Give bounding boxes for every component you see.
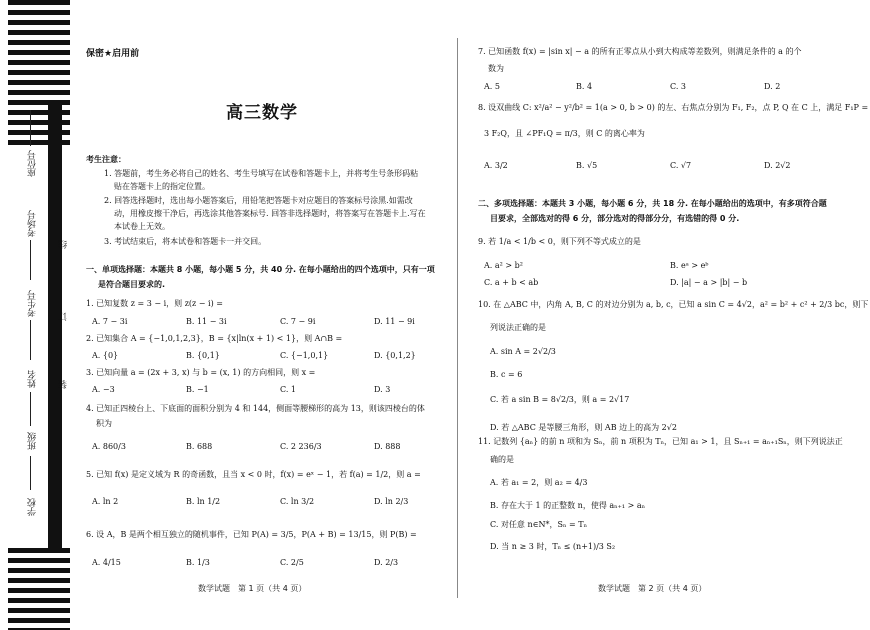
- section-1-heading-cont: 是符合题目要求的.: [98, 280, 166, 289]
- q7-option-d: D. 2: [764, 82, 781, 91]
- exam-no-label: 考生号: [28, 290, 38, 317]
- q4-option-b: B. 688: [186, 442, 213, 451]
- q6-option-d: D. 2/3: [374, 558, 399, 567]
- question-8: 8. 设双曲线 C: x²/a² − y²/b² = 1(a > 0, b > 0) 的左、右焦点分别为 F₁, F₂，点 P, Q 在 C 上，满足 F₁P =: [478, 103, 869, 112]
- name-line: [30, 392, 31, 426]
- q11-option-d: D. 当 n ≥ 3 时，Tₙ ≤ (n+1)/3 S₂: [490, 542, 616, 551]
- notice-line: 3. 考试结束后，将本试卷和答题卡一并交回。: [104, 237, 267, 246]
- q8-option-b: B. √5: [576, 161, 598, 170]
- q9-option-c: C. a + b < ab: [484, 278, 539, 287]
- section-1-heading: 一、单项选择题：本题共 8 小题，每小题 5 分，共 40 分. 在每小题给出的四个选项中，只有一项: [86, 265, 435, 274]
- section-2-heading-cont: 目要求，全部选对的得 6 分，部分选对的得部分分，有选错的得 0 分.: [490, 214, 740, 223]
- exam-room-label: 考场号: [28, 210, 38, 237]
- q2-option-a: A. {0}: [92, 351, 119, 360]
- question-7: 7. 已知函数 f(x) = |sin x| − a 的所有正零点从小到大构成等差数列，则满足条件的 a 的个: [478, 47, 802, 56]
- binding-bar: [48, 100, 62, 550]
- q2-option-d: D. {0,1,2}: [374, 351, 416, 360]
- question-4-cont: 积为: [96, 419, 112, 428]
- q9-option-d: D. |a| − a > |b| − b: [670, 278, 748, 287]
- question-1: 1. 已知复数 z = 3 − i，则 z(z − i) =: [86, 299, 223, 308]
- q1-option-a: A. 7 − 3i: [92, 317, 128, 326]
- question-10-cont: 列说法正确的是: [490, 323, 546, 332]
- question-8-cont: 3 F₂Q，且 ∠PF₁Q = π/3，则 C 的离心率为: [484, 129, 645, 138]
- class-label: 班级: [28, 432, 38, 450]
- q3-option-b: B. −1: [186, 385, 209, 394]
- notice-line: 2. 回答选择题时，选出每小题答案后，用铅笔把答题卡对应题目的答案标号涂黑.如需改: [104, 196, 413, 205]
- q1-option-b: B. 11 − 3i: [186, 317, 227, 326]
- question-2: 2. 已知集合 A = {−1,0,1,2,3}，B = {x|ln(x + 1) < 1}，则 A∩B =: [86, 334, 343, 343]
- class-line: [30, 456, 31, 490]
- binding-stripes-bottom: [8, 548, 70, 630]
- q3-option-a: A. −3: [92, 385, 115, 394]
- q2-option-b: B. {0,1}: [186, 351, 220, 360]
- q3-option-c: C. 1: [280, 385, 297, 394]
- seat-label: 座位号: [28, 150, 38, 177]
- q7-option-b: B. 4: [576, 82, 593, 91]
- q9-option-b: B. eᵃ > eᵇ: [670, 261, 709, 270]
- page-divider: [457, 38, 458, 598]
- q10-option-b: B. c = 6: [490, 370, 523, 379]
- q5-option-c: C. ln 3/2: [280, 497, 315, 506]
- q4-option-a: A. 860/3: [92, 442, 126, 451]
- question-6: 6. 设 A，B 是两个相互独立的随机事件，已知 P(A) = 3/5，P(A + B) = 13/15，则 P(B) =: [86, 530, 417, 539]
- school-label: 学校: [28, 498, 38, 516]
- q10-option-d: D. 若 △ABC 是等腰三角形，则 AB 边上的高为 2√2: [490, 423, 677, 432]
- page-1-footer: 数学试题 第 1 页（共 4 页）: [198, 584, 307, 593]
- notice-line: 本试卷上无效。: [114, 222, 170, 231]
- notice-line: 贴在答题卡上的指定位置。: [114, 182, 210, 191]
- q5-option-d: D. ln 2/3: [374, 497, 409, 506]
- q7-option-a: A. 5: [484, 82, 500, 91]
- exam-no-line: [30, 320, 31, 360]
- q4-option-c: C. 2 236/3: [280, 442, 322, 451]
- q9-option-a: A. a² > b²: [484, 261, 523, 270]
- question-3: 3. 已知向量 a = (2x + 3, x) 与 b = (x, 1) 的方向相同，则 x =: [86, 368, 316, 377]
- q6-option-a: A. 4/15: [92, 558, 121, 567]
- q2-option-c: C. {−1,0,1}: [280, 351, 329, 360]
- q8-option-a: A. 3/2: [484, 161, 508, 170]
- cut-line-char: 线: [59, 240, 69, 249]
- notice-heading: 考生注意：: [86, 155, 126, 164]
- q11-option-a: A. 若 a₁ = 2，则 a₂ = 4/3: [490, 478, 588, 487]
- seat-line: [30, 110, 31, 146]
- q4-option-d: D. 888: [374, 442, 401, 451]
- exam-room-line: [30, 240, 31, 280]
- notice-line: 1. 答题前，考生务必将自己的姓名、考生号填写在试卷和答题卡上，并将考生号条形码粘: [104, 169, 419, 178]
- question-5: 5. 已知 f(x) 是定义域为 R 的奇函数，且当 x < 0 时，f(x) = eˣ − 1，若 f(a) = 1/2，则 a =: [86, 470, 421, 479]
- question-11-cont: 确的是: [490, 455, 514, 464]
- q6-option-c: C. 2/5: [280, 558, 304, 567]
- page-title: 高三数学: [226, 103, 298, 123]
- notice-line: 动，用橡皮擦干净后，再选涂其他答案标号. 回答非选择题时，将答案写在答题卡上.写在: [114, 209, 426, 218]
- q5-option-a: A. ln 2: [92, 497, 119, 506]
- question-10: 10. 在 △ABC 中，内角 A, B, C 的对边分别为 a, b, c，已知 a sin C = 4√2，a² = b² + c² + 2/3 bc，则下: [478, 300, 869, 309]
- question-9: 9. 若 1/a < 1/b < 0，则下列不等式成立的是: [478, 237, 641, 246]
- q7-option-c: C. 3: [670, 82, 687, 91]
- q6-option-b: B. 1/3: [186, 558, 210, 567]
- section-2-heading: 二、多项选择题：本题共 3 小题，每小题 6 分，共 18 分. 在每小题给出的选项中，有多项符合题: [478, 199, 827, 208]
- name-label: 姓名: [28, 370, 38, 388]
- cut-ding-char: 订: [59, 312, 69, 321]
- q8-option-c: C. √7: [670, 161, 692, 170]
- question-7-cont: 数为: [488, 64, 504, 73]
- q3-option-d: D. 3: [374, 385, 391, 394]
- q10-option-c: C. 若 a sin B = 8√2/3，则 a = 2√17: [490, 395, 630, 404]
- page-2-footer: 数学试题 第 2 页（共 4 页）: [598, 584, 707, 593]
- question-4: 4. 已知正四棱台上、下底面的面积分别为 4 和 144，侧面等腰梯形的高为 13，则该四棱台的体: [86, 404, 425, 413]
- q1-option-c: C. 7 − 9i: [280, 317, 316, 326]
- question-11: 11. 记数列 {aₙ} 的前 n 项和为 Sₙ，前 n 项积为 Tₙ，已知 a₁ > 1，且 Sₙ₊₁ = aₙ₊₁Sₙ，则下列说法正: [478, 437, 843, 446]
- q5-option-b: B. ln 1/2: [186, 497, 221, 506]
- cut-zhuang-char: 装: [59, 380, 69, 389]
- q8-option-d: D. 2√2: [764, 161, 791, 170]
- q11-option-b: B. 存在大于 1 的正整数 n，使得 aₙ₊₁ > aₙ: [490, 501, 646, 510]
- q1-option-d: D. 11 − 9i: [374, 317, 415, 326]
- q10-option-a: A. sin A = 2√2/3: [490, 347, 556, 356]
- q11-option-c: C. 对任意 n∈N*，Sₙ = Tₙ: [490, 520, 588, 529]
- secret-mark: 保密★启用前: [86, 49, 140, 59]
